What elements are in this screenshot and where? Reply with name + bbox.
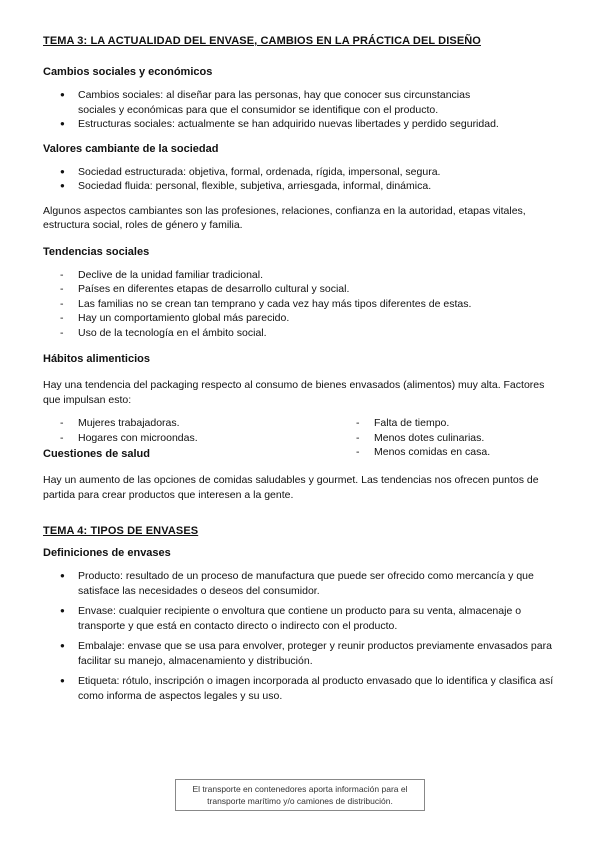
list-item: - Países en diferentes etapas de desarrollo cultural y social. xyxy=(43,282,563,297)
habitos-heading: Hábitos alimenticios xyxy=(43,353,150,365)
tendencias-list xyxy=(43,268,563,341)
list-item: - Menos dotes culinarias. xyxy=(339,431,559,446)
image-caption-box xyxy=(175,779,425,811)
list-item: - Hay un comportamiento global más parecido. xyxy=(43,311,563,326)
list-item: ● Estructuras sociales: actualmente se han adquirido nuevas libertades y perdido seguridad. xyxy=(43,117,563,132)
definiciones-list xyxy=(43,569,563,703)
factors-right-list xyxy=(339,416,559,460)
list-item: ● Cambios sociales: al diseñar para las personas, hay que conocer sus circunstancias sociales y económicas para que el consumidor se identifique con el producto. xyxy=(43,88,563,117)
list-item: - Declive de la unidad familiar tradicional. xyxy=(43,268,563,283)
habitos-factors xyxy=(43,416,563,460)
list-item: ● Envase: cualquier recipiente o envoltura que contiene un producto para su venta, almacenaje o transporte y que está en contacto directo o indirecto con el producto. xyxy=(43,604,563,633)
valores-list xyxy=(43,165,563,194)
list-item: - Las familias no se crean tan temprano y cada vez hay más tipos diferentes de estas. xyxy=(43,297,563,312)
salud-heading: Cuestiones de salud xyxy=(43,448,150,460)
list-item: ● Sociedad fluida: personal, flexible, subjetiva, arriesgada, informal, dinámica. xyxy=(43,179,563,194)
list-item: - Menos comidas en casa. xyxy=(339,445,559,460)
habitos-paragraph: Hay una tendencia del packaging respecto al consumo de bienes envasados (alimentos) muy alta. Factores que impulsan esto: xyxy=(43,379,545,406)
tema3-title: TEMA 3: LA ACTUALIDAD DEL ENVASE, CAMBIOS EN LA PRÁCTICA DEL DISEÑO xyxy=(43,35,481,47)
definiciones-heading: Definiciones de envases xyxy=(43,547,171,559)
list-item: ● Sociedad estructurada: objetiva, formal, ordenada, rígida, impersonal, segura. xyxy=(43,165,563,180)
list-item: ● Embalaje: envase que se usa para envolver, proteger y reunir productos previamente envasados para facilitar su manejo, almacenamiento y distribución. xyxy=(43,639,563,668)
list-item: - Mujeres trabajadoras. xyxy=(43,416,323,431)
list-item: - Uso de la tecnología en el ámbito social. xyxy=(43,326,563,341)
valores-heading: Valores cambiante de la sociedad xyxy=(43,142,219,155)
image-caption-text: El transporte en contenedores aporta información para el transporte marítimo y/o camiones de distribución. xyxy=(192,784,408,806)
salud-paragraph: Hay un aumento de las opciones de comidas saludables y gourmet. Las tendencias nos ofrecen puntos de partida para crear productos que interesen a la gente. xyxy=(43,474,539,501)
list-item: ● Producto: resultado de un proceso de manufactura que puede ser ofrecido como mercancía y que satisface las necesidades o deseos del consumidor. xyxy=(43,569,563,598)
list-item: - Hogares con microondas. xyxy=(43,431,323,446)
social-list xyxy=(43,88,563,132)
factors-left-list xyxy=(43,416,323,445)
social-heading: Cambios sociales y económicos xyxy=(43,66,213,78)
valores-paragraph: Algunos aspectos cambiantes son las profesiones, relaciones, confianza en la autoridad, etapas vitales, estructura social, roles de género y familia. xyxy=(43,204,526,231)
tendencias-heading: Tendencias sociales xyxy=(43,245,150,258)
list-item: - Falta de tiempo. xyxy=(339,416,559,431)
tema4-title: TEMA 4: TIPOS DE ENVASES xyxy=(43,525,199,537)
document-page xyxy=(43,34,563,709)
list-item: ● Etiqueta: rótulo, inscripción o imagen incorporada al producto envasado que lo identifica y clasifica así como informa de aspectos legales y su uso. xyxy=(43,674,563,703)
